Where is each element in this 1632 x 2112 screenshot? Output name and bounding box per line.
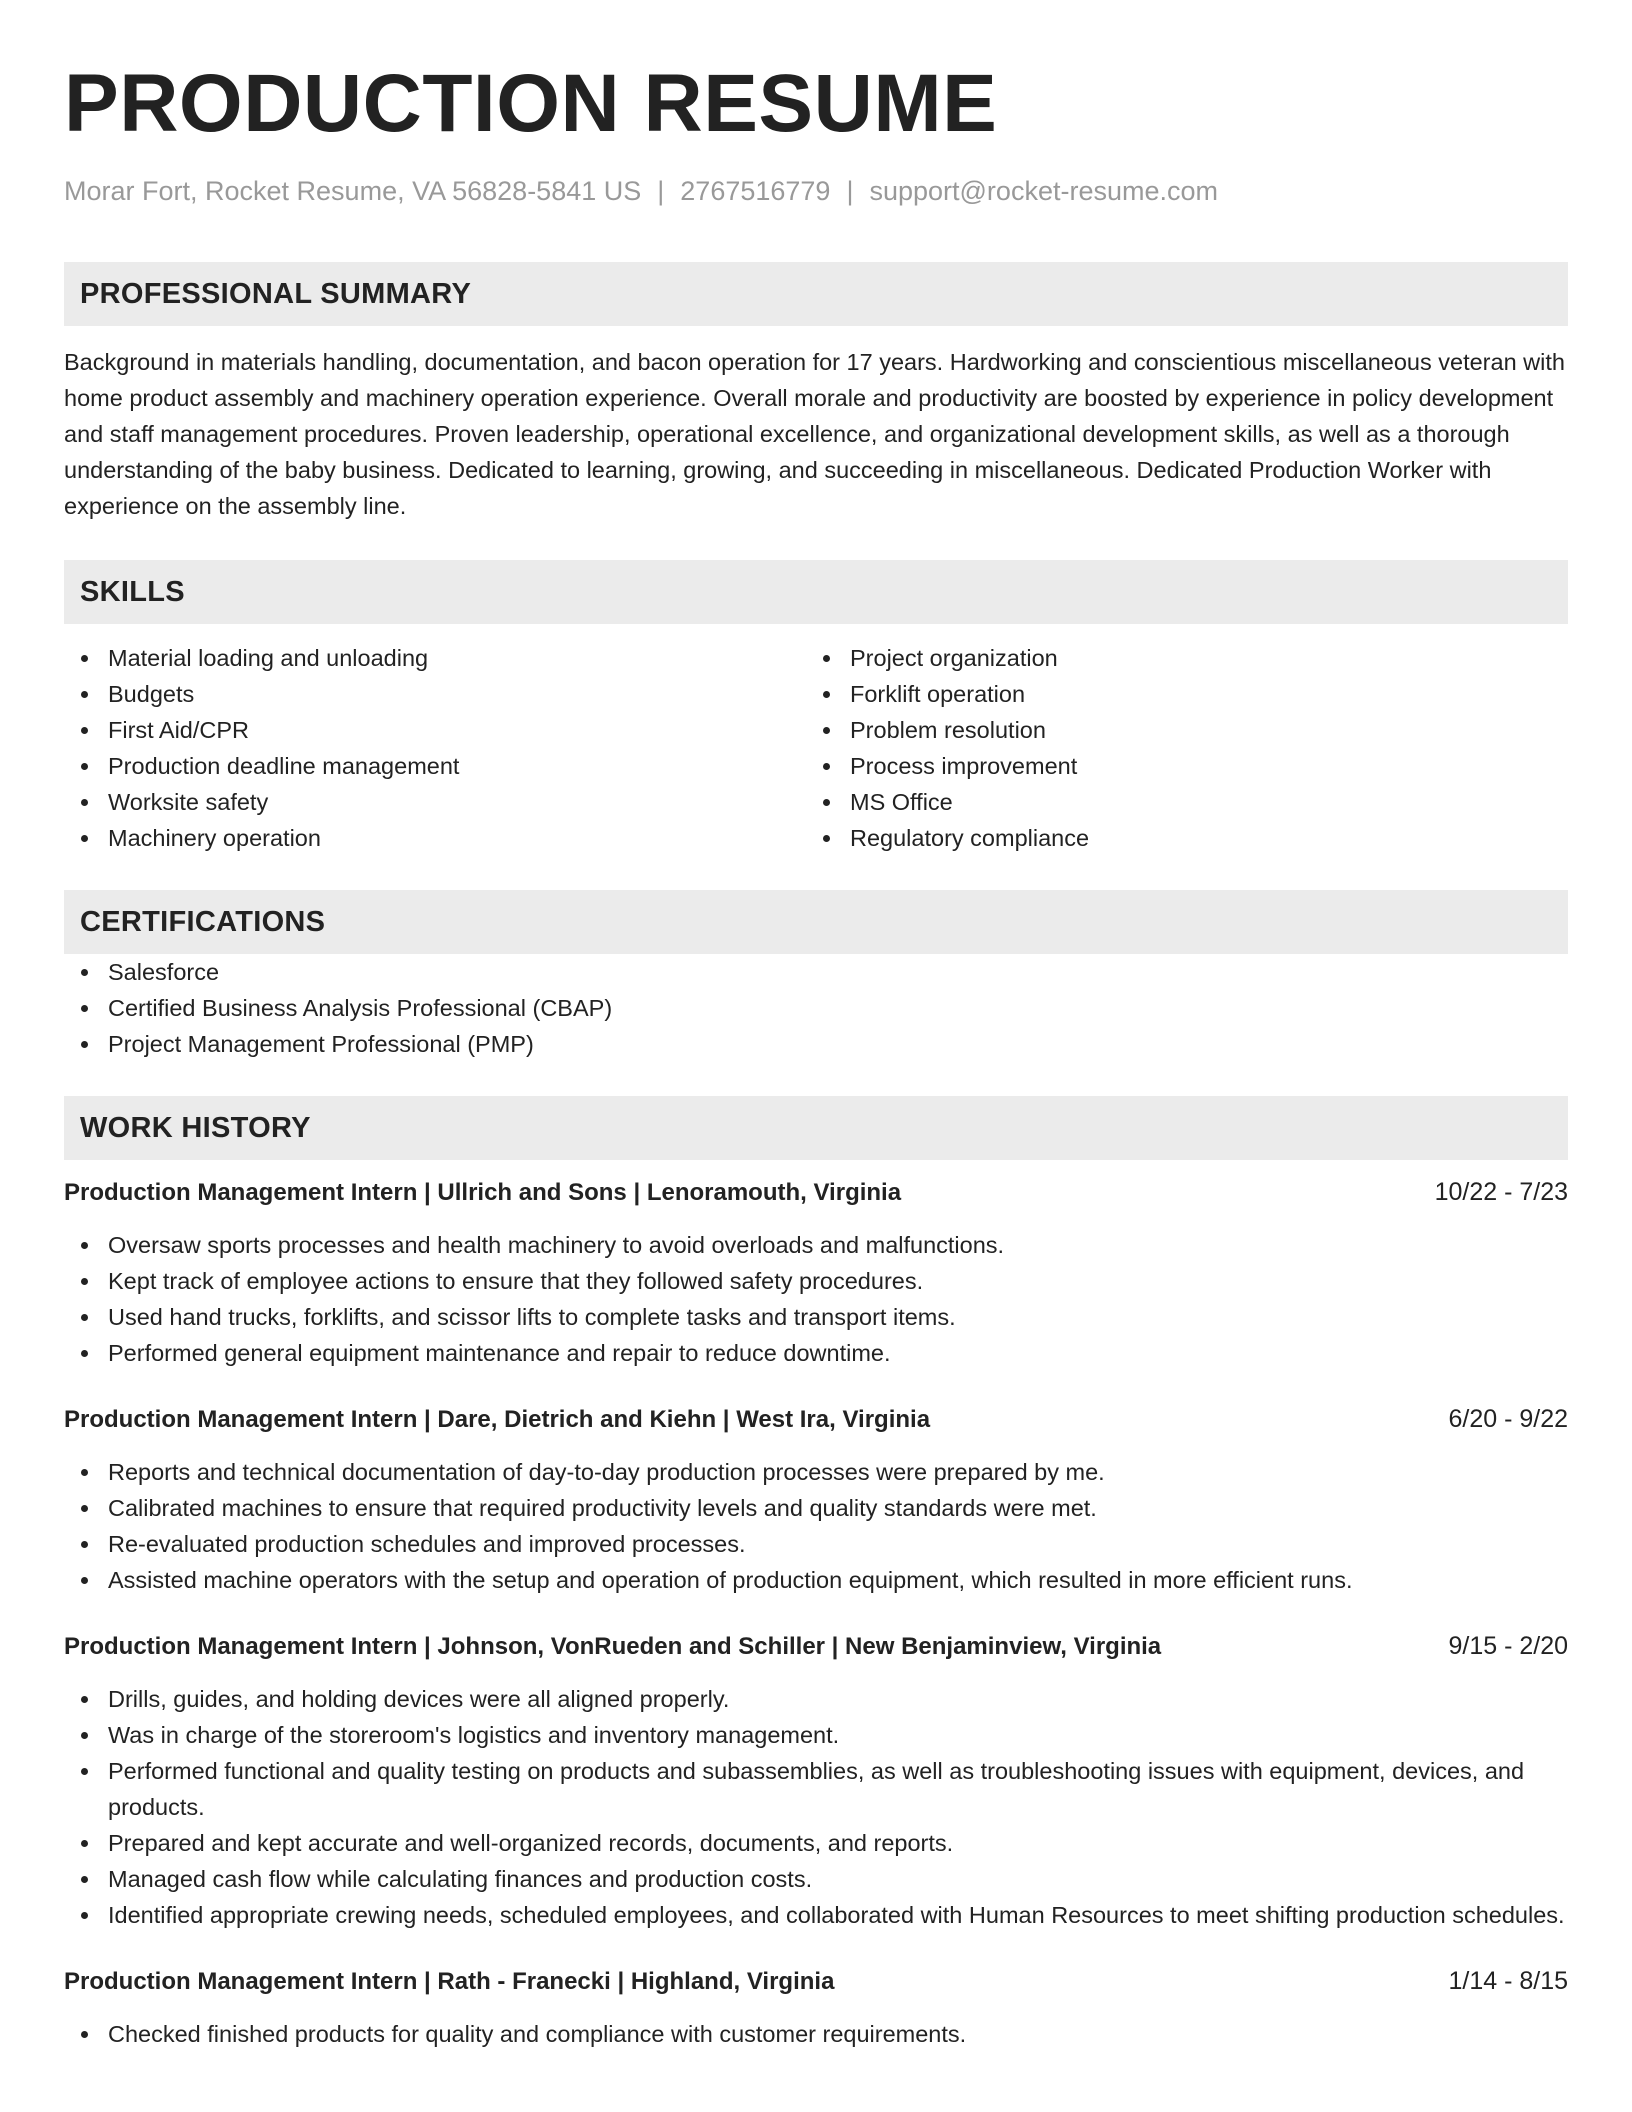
skill-item: Regulatory compliance xyxy=(806,820,1548,856)
job-header xyxy=(64,1174,1568,1211)
job-title: Production Management Intern | Dare, Dietrich and Kiehn | West Ira, Virginia xyxy=(64,1406,931,1433)
job-bullet: Calibrated machines to ensure that required productivity levels and quality standards were met. xyxy=(64,1490,1568,1526)
skill-item: First Aid/CPR xyxy=(64,712,806,748)
skills-column-right xyxy=(806,640,1548,856)
job-dates: 9/15 - 2/20 xyxy=(1448,1632,1568,1660)
job-entry xyxy=(64,1963,1568,2052)
job-dates: 6/20 - 9/22 xyxy=(1448,1405,1568,1433)
job-bullets xyxy=(64,1227,1568,1371)
certification-item: Project Management Professional (PMP) xyxy=(64,1026,1568,1062)
certification-item: Certified Business Analysis Professional (CBAP) xyxy=(64,990,1568,1026)
job-bullet: Re-evaluated production schedules and improved processes. xyxy=(64,1526,1568,1562)
skill-item: Budgets xyxy=(64,676,806,712)
certifications-list xyxy=(64,954,1568,1062)
job-bullet: Reports and technical documentation of day-to-day production processes were prepared by me. xyxy=(64,1454,1568,1490)
job-bullets xyxy=(64,1681,1568,1933)
job-header xyxy=(64,1628,1568,1665)
summary-heading: PROFESSIONAL SUMMARY xyxy=(64,262,1568,326)
job-entry xyxy=(64,1628,1568,1933)
contact-separator: | xyxy=(846,176,854,206)
contact-line xyxy=(64,174,1568,208)
skill-item: Forklift operation xyxy=(806,676,1548,712)
job-header xyxy=(64,1401,1568,1438)
job-bullet: Drills, guides, and holding devices were all aligned properly. xyxy=(64,1681,1568,1717)
job-header xyxy=(64,1963,1568,2000)
job-bullet: Used hand trucks, forklifts, and scissor lifts to complete tasks and transport items. xyxy=(64,1299,1568,1335)
job-bullet: Prepared and kept accurate and well-organized records, documents, and reports. xyxy=(64,1825,1568,1861)
job-bullets xyxy=(64,2016,1568,2052)
job-bullet: Checked finished products for quality and compliance with customer requirements. xyxy=(64,2016,1568,2052)
skill-item: Problem resolution xyxy=(806,712,1548,748)
job-bullet: Assisted machine operators with the setup and operation of production equipment, which resulted in more efficient runs. xyxy=(64,1562,1568,1598)
certifications-heading: CERTIFICATIONS xyxy=(64,890,1568,954)
skill-item: Project organization xyxy=(806,640,1548,676)
skill-item: Process improvement xyxy=(806,748,1548,784)
work-history-heading: WORK HISTORY xyxy=(64,1096,1568,1160)
skill-item: Production deadline management xyxy=(64,748,806,784)
job-bullet: Kept track of employee actions to ensure that they followed safety procedures. xyxy=(64,1263,1568,1299)
job-entry xyxy=(64,1401,1568,1598)
skill-item: Material loading and unloading xyxy=(64,640,806,676)
certification-item: Salesforce xyxy=(64,954,1568,990)
job-entry xyxy=(64,1174,1568,1371)
contact-phone: 2767516779 xyxy=(680,176,831,206)
resume-title: PRODUCTION RESUME xyxy=(64,58,998,149)
job-title: Production Management Intern | Johnson, VonRueden and Schiller | New Benjaminview, Virginia xyxy=(64,1633,1162,1660)
skill-item: MS Office xyxy=(806,784,1548,820)
contact-separator: | xyxy=(657,176,665,206)
skill-item: Worksite safety xyxy=(64,784,806,820)
job-bullet: Performed functional and quality testing on products and subassemblies, as well as troubleshooting issues with equipment, devices, and products. xyxy=(64,1753,1568,1825)
skills-list xyxy=(64,640,1568,856)
job-title: Production Management Intern | Rath - Franecki | Highland, Virginia xyxy=(64,1968,835,1995)
job-bullet: Identified appropriate crewing needs, scheduled employees, and collaborated with Human Resources to meet shifting production schedules. xyxy=(64,1897,1568,1933)
skills-column-left xyxy=(64,640,806,856)
summary-text: Background in materials handling, documentation, and bacon operation for 17 years. Hardworking and conscientious miscellaneous veteran with home product assembly and machinery operation experience. Overall morale and productivity are boosted by experience in policy development and staff management procedures. Proven leadership, operational excellence, and organizational development skills, as well as a thorough understanding of the baby business. Dedicated to learning, growing, and succeeding in miscellaneous. Dedicated Production Worker with experience on the assembly line. xyxy=(64,349,1565,519)
job-bullets xyxy=(64,1454,1568,1598)
job-bullet: Oversaw sports processes and health machinery to avoid overloads and malfunctions. xyxy=(64,1227,1568,1263)
job-title: Production Management Intern | Ullrich and Sons | Lenoramouth, Virginia xyxy=(64,1179,902,1206)
job-bullet: Managed cash flow while calculating finances and production costs. xyxy=(64,1861,1568,1897)
job-bullet: Was in charge of the storeroom's logistics and inventory management. xyxy=(64,1717,1568,1753)
job-dates: 10/22 - 7/23 xyxy=(1434,1178,1568,1206)
contact-email: support@rocket-resume.com xyxy=(869,176,1218,206)
skills-heading: SKILLS xyxy=(64,560,1568,624)
skill-item: Machinery operation xyxy=(64,820,806,856)
job-dates: 1/14 - 8/15 xyxy=(1448,1967,1568,1995)
contact-address: Morar Fort, Rocket Resume, VA 56828-5841 US xyxy=(64,176,642,206)
job-bullet: Performed general equipment maintenance and repair to reduce downtime. xyxy=(64,1335,1568,1371)
